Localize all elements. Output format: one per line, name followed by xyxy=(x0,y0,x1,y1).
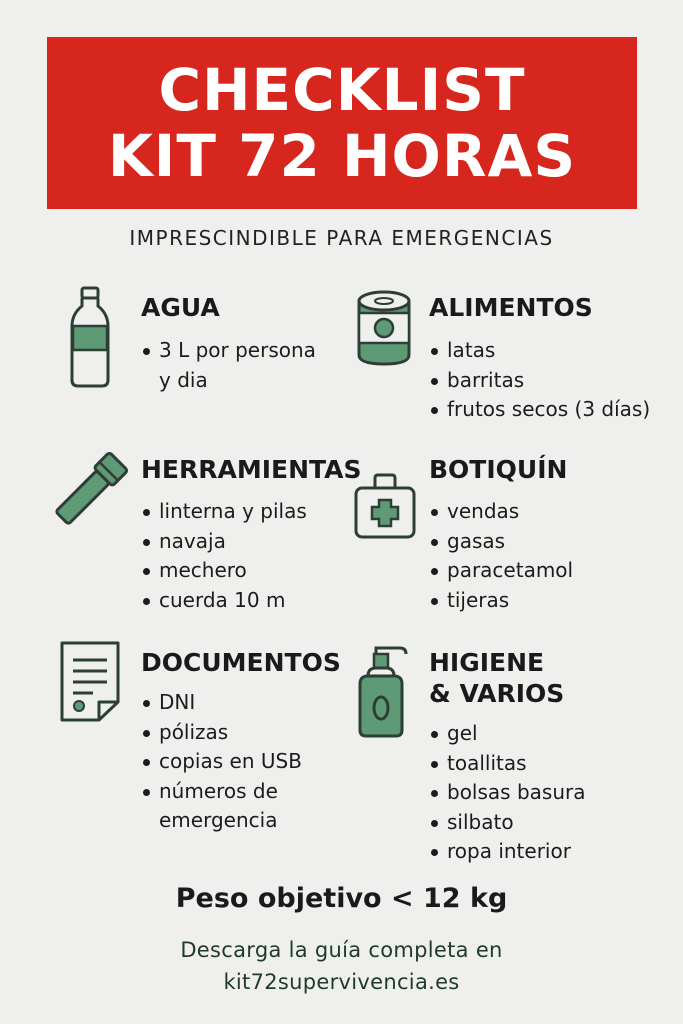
section-agua xyxy=(141,293,341,403)
section-title-alimentos: ALIMENTOS xyxy=(429,293,593,322)
flashlight-icon xyxy=(52,452,130,526)
title-banner xyxy=(47,37,637,209)
title-line-1: CHECKLIST xyxy=(158,56,526,124)
list-item: vendas xyxy=(429,497,573,527)
water-bottle-icon xyxy=(68,286,112,390)
list-item: linterna y pilas xyxy=(141,497,307,527)
list-item: gel xyxy=(429,719,585,749)
section-botiquin xyxy=(429,455,659,615)
list-item: ropa interior xyxy=(429,837,585,867)
section-title-botiquin: BOTIQUÍN xyxy=(429,455,568,484)
list-item: mechero xyxy=(141,556,307,586)
list-item: números de emergencia xyxy=(141,777,302,836)
section-alimentos xyxy=(429,293,679,423)
list-item: tijeras xyxy=(429,586,573,616)
list-item: silbato xyxy=(429,808,585,838)
list-item: bolsas basura xyxy=(429,778,585,808)
section-title-agua: AGUA xyxy=(141,293,220,322)
section-title-documentos: DOCUMENTOS xyxy=(141,648,341,677)
document-icon xyxy=(59,640,121,722)
section-higiene xyxy=(429,648,659,873)
list-item: copias en USB xyxy=(141,747,302,777)
first-aid-kit-icon xyxy=(353,472,417,540)
section-title-higiene-line1: HIGIENE xyxy=(429,648,545,677)
download-text: Descarga la guía completa en xyxy=(180,938,503,962)
website-url: kit72supervivencia.es xyxy=(223,970,460,994)
list-item: cuerda 10 m xyxy=(141,586,307,616)
list-item: barritas xyxy=(429,366,650,396)
list-item: frutos secos (3 días) xyxy=(429,395,650,425)
section-title-herramientas: HERRAMIENTAS xyxy=(141,455,362,484)
list-item: paracetamol xyxy=(429,556,573,586)
list-item: gasas xyxy=(429,527,573,557)
subtitle: IMPRESCINDIBLE PARA EMERGENCIAS xyxy=(129,226,554,250)
list-item: 3 L por persona y dia xyxy=(141,336,316,395)
section-title-higiene-line2: & VARIOS xyxy=(429,679,565,708)
list-item: DNI xyxy=(141,688,302,718)
section-herramientas xyxy=(141,455,366,615)
list-item: navaja xyxy=(141,527,307,557)
soap-dispenser-icon xyxy=(356,644,412,740)
list-item: latas xyxy=(429,336,650,366)
section-documentos xyxy=(141,648,356,838)
canned-food-icon xyxy=(356,289,412,367)
list-item: pólizas xyxy=(141,718,302,748)
title-line-2: KIT 72 HORAS xyxy=(107,122,577,190)
target-weight: Peso objetivo < 12 kg xyxy=(175,883,508,914)
list-item: toallitas xyxy=(429,749,585,779)
